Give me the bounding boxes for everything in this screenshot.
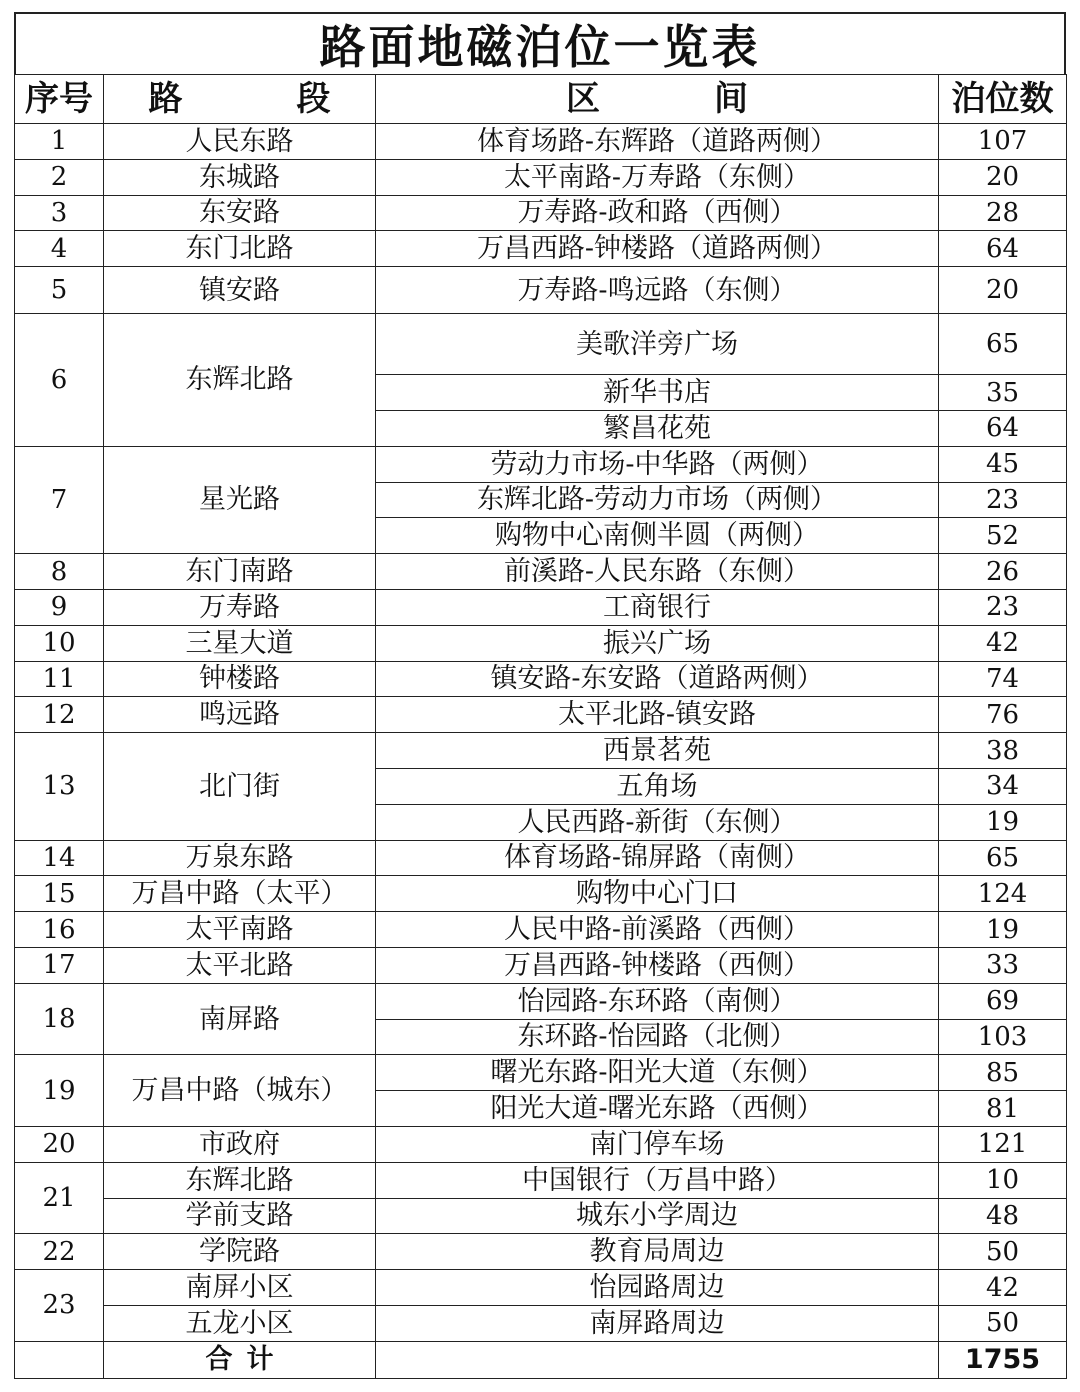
row-section: 前溪路-人民东路（东侧） [376,554,939,590]
row-count: 28 [939,195,1067,231]
row-road: 市政府 [104,1126,376,1162]
total-label: 合计 [104,1341,376,1378]
header-count: 泊位数 [939,75,1067,124]
row-count: 85 [939,1055,1067,1091]
row-index: 15 [15,876,104,912]
row-count: 23 [939,589,1067,625]
row-section: 曙光东路-阳光大道（东侧） [376,1055,939,1091]
row-count: 20 [939,159,1067,195]
table-row [15,124,1067,160]
table-row [15,589,1067,625]
header-section: 区 间 [376,75,939,124]
row-road: 东门南路 [104,554,376,590]
row-count: 42 [939,625,1067,661]
row-index: 23 [15,1270,104,1342]
row-section: 新华书店 [376,375,939,411]
row-road: 万昌中路（城东） [104,1055,376,1127]
row-section: 太平南路-万寿路（东侧） [376,159,939,195]
row-index: 22 [15,1234,104,1270]
row-count: 64 [939,410,1067,446]
row-section: 中国银行（万昌中路） [376,1162,939,1198]
row-count: 35 [939,375,1067,411]
row-road: 学院路 [104,1234,376,1270]
page-title: 路面地磁泊位一览表 [14,12,1066,74]
row-section: 万昌西路-钟楼路（道路两侧） [376,231,939,267]
row-road: 南屏小区 [104,1270,376,1306]
row-road: 学前支路 [104,1198,376,1234]
row-index: 12 [15,697,104,733]
row-index: 21 [15,1162,104,1234]
row-count: 65 [939,840,1067,876]
row-section: 教育局周边 [376,1234,939,1270]
row-section: 万寿路-鸣远路（东侧） [376,267,939,314]
row-count: 20 [939,267,1067,314]
row-count: 26 [939,554,1067,590]
table-row [15,1126,1067,1162]
header-road: 路 段 [104,75,376,124]
row-count: 34 [939,768,1067,804]
row-road: 万昌中路（太平） [104,876,376,912]
row-road: 万泉东路 [104,840,376,876]
row-count: 33 [939,947,1067,983]
table-row [15,1234,1067,1270]
row-section: 阳光大道-曙光东路（西侧） [376,1091,939,1127]
row-section: 万寿路-政和路（西侧） [376,195,939,231]
row-road: 三星大道 [104,625,376,661]
total-index-cell [15,1341,104,1378]
table-row [15,876,1067,912]
row-index: 4 [15,231,104,267]
row-section: 怡园路周边 [376,1270,939,1306]
row-section: 东辉北路-劳动力市场（两侧） [376,482,939,518]
row-index: 17 [15,947,104,983]
row-road: 北门街 [104,733,376,840]
row-index: 10 [15,625,104,661]
row-index: 20 [15,1126,104,1162]
row-section: 镇安路-东安路（道路两侧） [376,661,939,697]
row-index: 8 [15,554,104,590]
table-header-row [15,75,1067,124]
row-index: 7 [15,446,104,553]
parking-table [14,74,1067,1379]
row-section: 城东小学周边 [376,1198,939,1234]
row-count: 103 [939,1019,1067,1055]
total-section-cell [376,1341,939,1378]
row-count: 65 [939,314,1067,375]
table-row [15,1162,1067,1198]
table-row [15,314,1067,375]
row-road: 星光路 [104,446,376,553]
row-count: 107 [939,124,1067,160]
row-count: 52 [939,518,1067,554]
row-road: 东辉北路 [104,1162,376,1198]
row-section: 人民中路-前溪路（西侧） [376,912,939,948]
row-section: 体育场路-锦屏路（南侧） [376,840,939,876]
row-section: 人民西路-新街（东侧） [376,804,939,840]
table-row [15,446,1067,482]
row-section: 工商银行 [376,589,939,625]
row-index: 9 [15,589,104,625]
total-row [15,1341,1067,1378]
row-road: 鸣远路 [104,697,376,733]
row-index: 11 [15,661,104,697]
row-road: 东辉北路 [104,314,376,447]
row-section: 振兴广场 [376,625,939,661]
table-row [15,195,1067,231]
row-road: 镇安路 [104,267,376,314]
row-section: 购物中心南侧半圆（两侧） [376,518,939,554]
table-row [15,1198,1067,1234]
row-section: 万昌西路-钟楼路（西侧） [376,947,939,983]
row-index: 5 [15,267,104,314]
row-count: 10 [939,1162,1067,1198]
row-count: 19 [939,912,1067,948]
row-index: 18 [15,983,104,1055]
row-road: 东安路 [104,195,376,231]
row-count: 50 [939,1234,1067,1270]
row-section: 美歌洋旁广场 [376,314,939,375]
row-section: 繁昌花苑 [376,410,939,446]
row-section: 购物中心门口 [376,876,939,912]
row-section: 体育场路-东辉路（道路两侧） [376,124,939,160]
row-section: 劳动力市场-中华路（两侧） [376,446,939,482]
row-section: 南屏路周边 [376,1305,939,1341]
row-count: 124 [939,876,1067,912]
row-count: 81 [939,1091,1067,1127]
row-count: 121 [939,1126,1067,1162]
row-section: 南门停车场 [376,1126,939,1162]
row-road: 人民东路 [104,124,376,160]
table-row [15,983,1067,1019]
table-row [15,1055,1067,1091]
row-index: 16 [15,912,104,948]
table-row [15,554,1067,590]
row-index: 19 [15,1055,104,1127]
parking-table-sheet [14,12,1066,1379]
table-row [15,912,1067,948]
table-row [15,159,1067,195]
table-row [15,661,1067,697]
row-section: 怡园路-东环路（南侧） [376,983,939,1019]
row-road: 五龙小区 [104,1305,376,1341]
row-count: 23 [939,482,1067,518]
row-road: 万寿路 [104,589,376,625]
row-road: 南屏路 [104,983,376,1055]
table-row [15,1305,1067,1341]
row-section: 太平北路-镇安路 [376,697,939,733]
row-road: 太平北路 [104,947,376,983]
row-road: 太平南路 [104,912,376,948]
row-count: 19 [939,804,1067,840]
row-section: 西景茗苑 [376,733,939,769]
table-row [15,1270,1067,1306]
row-count: 74 [939,661,1067,697]
header-index: 序号 [15,75,104,124]
row-index: 2 [15,159,104,195]
row-count: 50 [939,1305,1067,1341]
table-row [15,267,1067,314]
row-section: 东环路-怡园路（北侧） [376,1019,939,1055]
table-row [15,840,1067,876]
row-count: 69 [939,983,1067,1019]
table-row [15,625,1067,661]
row-index: 13 [15,733,104,840]
row-index: 6 [15,314,104,447]
row-road: 东门北路 [104,231,376,267]
row-index: 14 [15,840,104,876]
row-section: 五角场 [376,768,939,804]
row-index: 1 [15,124,104,160]
row-count: 42 [939,1270,1067,1306]
row-count: 48 [939,1198,1067,1234]
table-row [15,733,1067,769]
row-index: 3 [15,195,104,231]
table-row [15,947,1067,983]
row-count: 38 [939,733,1067,769]
table-row [15,697,1067,733]
row-count: 45 [939,446,1067,482]
table-row [15,231,1067,267]
row-count: 64 [939,231,1067,267]
row-count: 76 [939,697,1067,733]
row-road: 东城路 [104,159,376,195]
row-road: 钟楼路 [104,661,376,697]
total-count: 1755 [939,1341,1067,1378]
